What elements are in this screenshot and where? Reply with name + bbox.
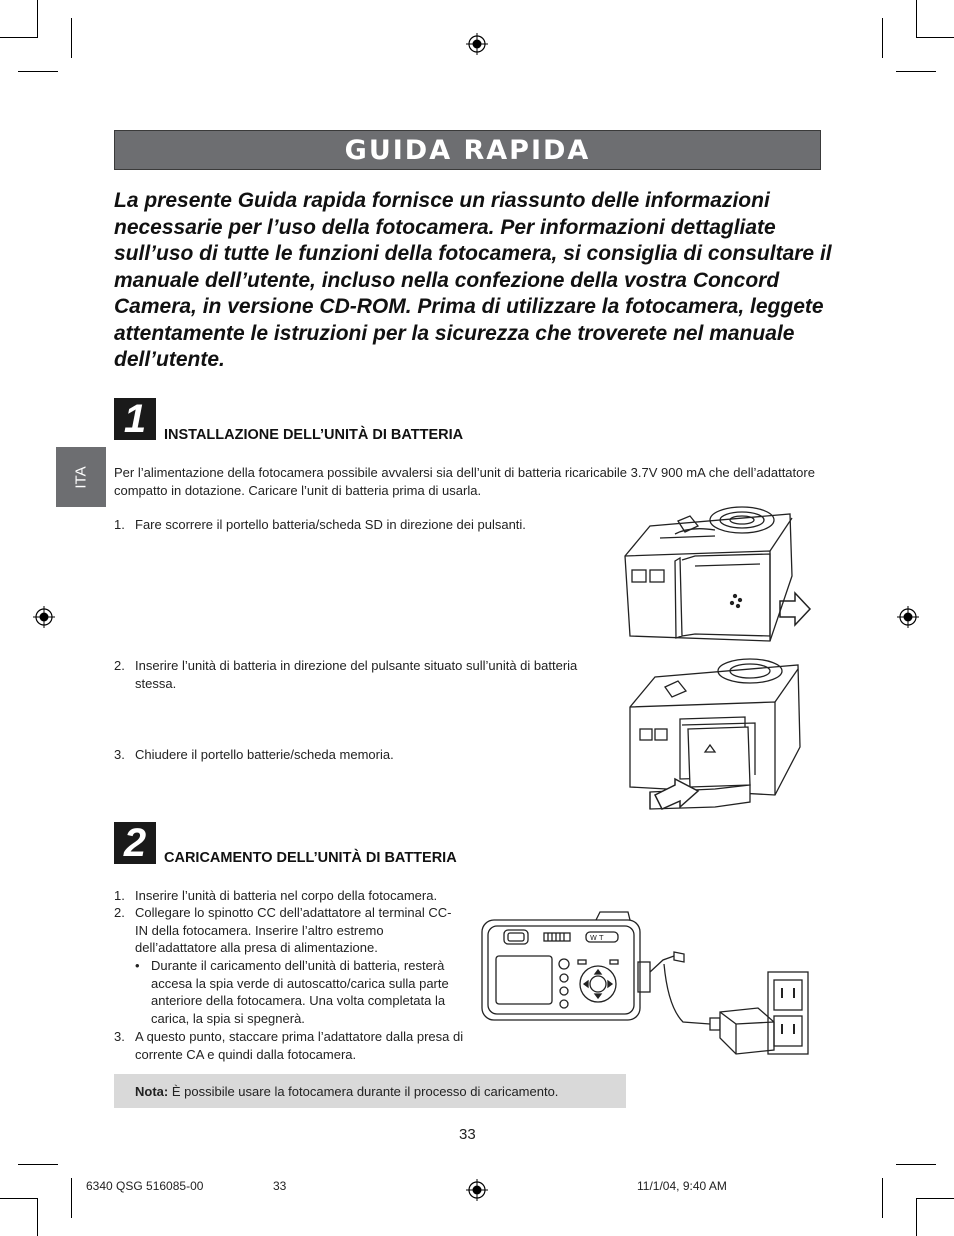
language-tab	[56, 447, 106, 507]
step-text: Inserire l’unità di batteria in direzione del pulsante situato sull’unità di batteria stessa.	[135, 658, 578, 691]
registration-mark-right	[897, 606, 919, 628]
step-text: Collegare lo spinotto CC dell’adattatore al terminal CC-IN della fotocamera. Inserire l’altro estremo dell’adattatore alla presa di alimentazione.	[135, 905, 452, 955]
section-2-number: 2	[123, 821, 147, 865]
note-text: È possibile usare la fotocamera durante il processo di caricamento.	[168, 1083, 559, 1099]
step-number: 1.	[114, 888, 125, 903]
section-1-step-3	[114, 746, 594, 764]
svg-text:W T: W T	[590, 934, 604, 942]
step-text: A questo punto, staccare prima l’adattatore dalla presa di corrente CA e quindi dalla fotocamera.	[135, 1029, 464, 1062]
note-box	[114, 1074, 626, 1108]
bullet-text: Durante il caricamento dell’unità di batteria, resterà accesa la spia verde di autoscatto/carica sulla parte anteriore della fotocamera. Una volta completata la carica, la spia si spegnerà.	[151, 958, 449, 1026]
language-tab-label: ITA	[72, 465, 90, 489]
section-2-step-3	[114, 1028, 464, 1063]
footer-page: 33	[273, 1179, 287, 1193]
page-title: GUIDA RAPIDA	[344, 134, 591, 166]
section-2-number-box	[114, 822, 156, 864]
title-bar	[114, 130, 821, 170]
page-number: 33	[459, 1126, 476, 1143]
step-number: 3.	[114, 1029, 125, 1044]
step-text: Inserire l’unità di batteria nel corpo della fotocamera.	[135, 888, 438, 903]
section-1-step-2	[114, 657, 594, 692]
section-2-step-2	[114, 904, 464, 957]
section-2-step-1	[114, 887, 484, 905]
camera-door-open-illustration	[620, 496, 815, 646]
footer-document-id: 6340 QSG 516085-00	[86, 1179, 204, 1193]
section-1-number-box	[114, 398, 156, 440]
registration-mark-bottom	[466, 1179, 488, 1201]
step-number: 3.	[114, 747, 125, 762]
section-1-heading: INSTALLAZIONE DELL’UNITÀ DI BATTERIA	[164, 427, 464, 443]
battery-insert-illustration	[620, 657, 805, 822]
step-text: Chiudere il portello batterie/scheda memoria.	[135, 747, 394, 762]
charging-illustration	[478, 912, 813, 1054]
registration-mark-top	[466, 33, 488, 55]
step-text: Fare scorrere il portello batteria/scheda SD in direzione dei pulsanti.	[135, 517, 526, 532]
section-1-body: Per l’alimentazione della fotocamera possibile avvalersi sia dell’unit di batteria ricaricabile 3.7V 900 mA che dell’adattatore compatto in dotazione. Caricare l’unit di batteria prima di usarla.	[114, 465, 815, 498]
footer-timestamp: 11/1/04, 9:40 AM	[637, 1179, 727, 1193]
step-number: 1.	[114, 517, 125, 532]
section-2-heading: CARICAMENTO DELL’UNITÀ DI BATTERIA	[164, 850, 457, 866]
intro-paragraph: La presente Guida rapida fornisce un riassunto delle informazioni necessarie per l’uso della fotocamera. Per informazioni dettagliate sull’uso di tutte le funzioni della fotocamera, si consiglia di consultare il manuale dell’utente, incluso nella confezione della vostra Concord Camera, in versione CD-ROM. Prima di utilizzare la fotocamera, leggete attentamente le istruzioni per la sicurezza che troverete nel manuale dell’utente.	[114, 189, 832, 371]
registration-mark-left	[33, 606, 55, 628]
step-number: 2.	[114, 658, 125, 673]
note-label: Nota:	[135, 1083, 169, 1099]
step-number: 2.	[114, 905, 125, 920]
section-1-number: 1	[123, 397, 147, 441]
section-1-step-1	[114, 516, 594, 534]
bullet-mark: •	[135, 958, 140, 973]
section-2-bullet	[135, 957, 465, 1027]
